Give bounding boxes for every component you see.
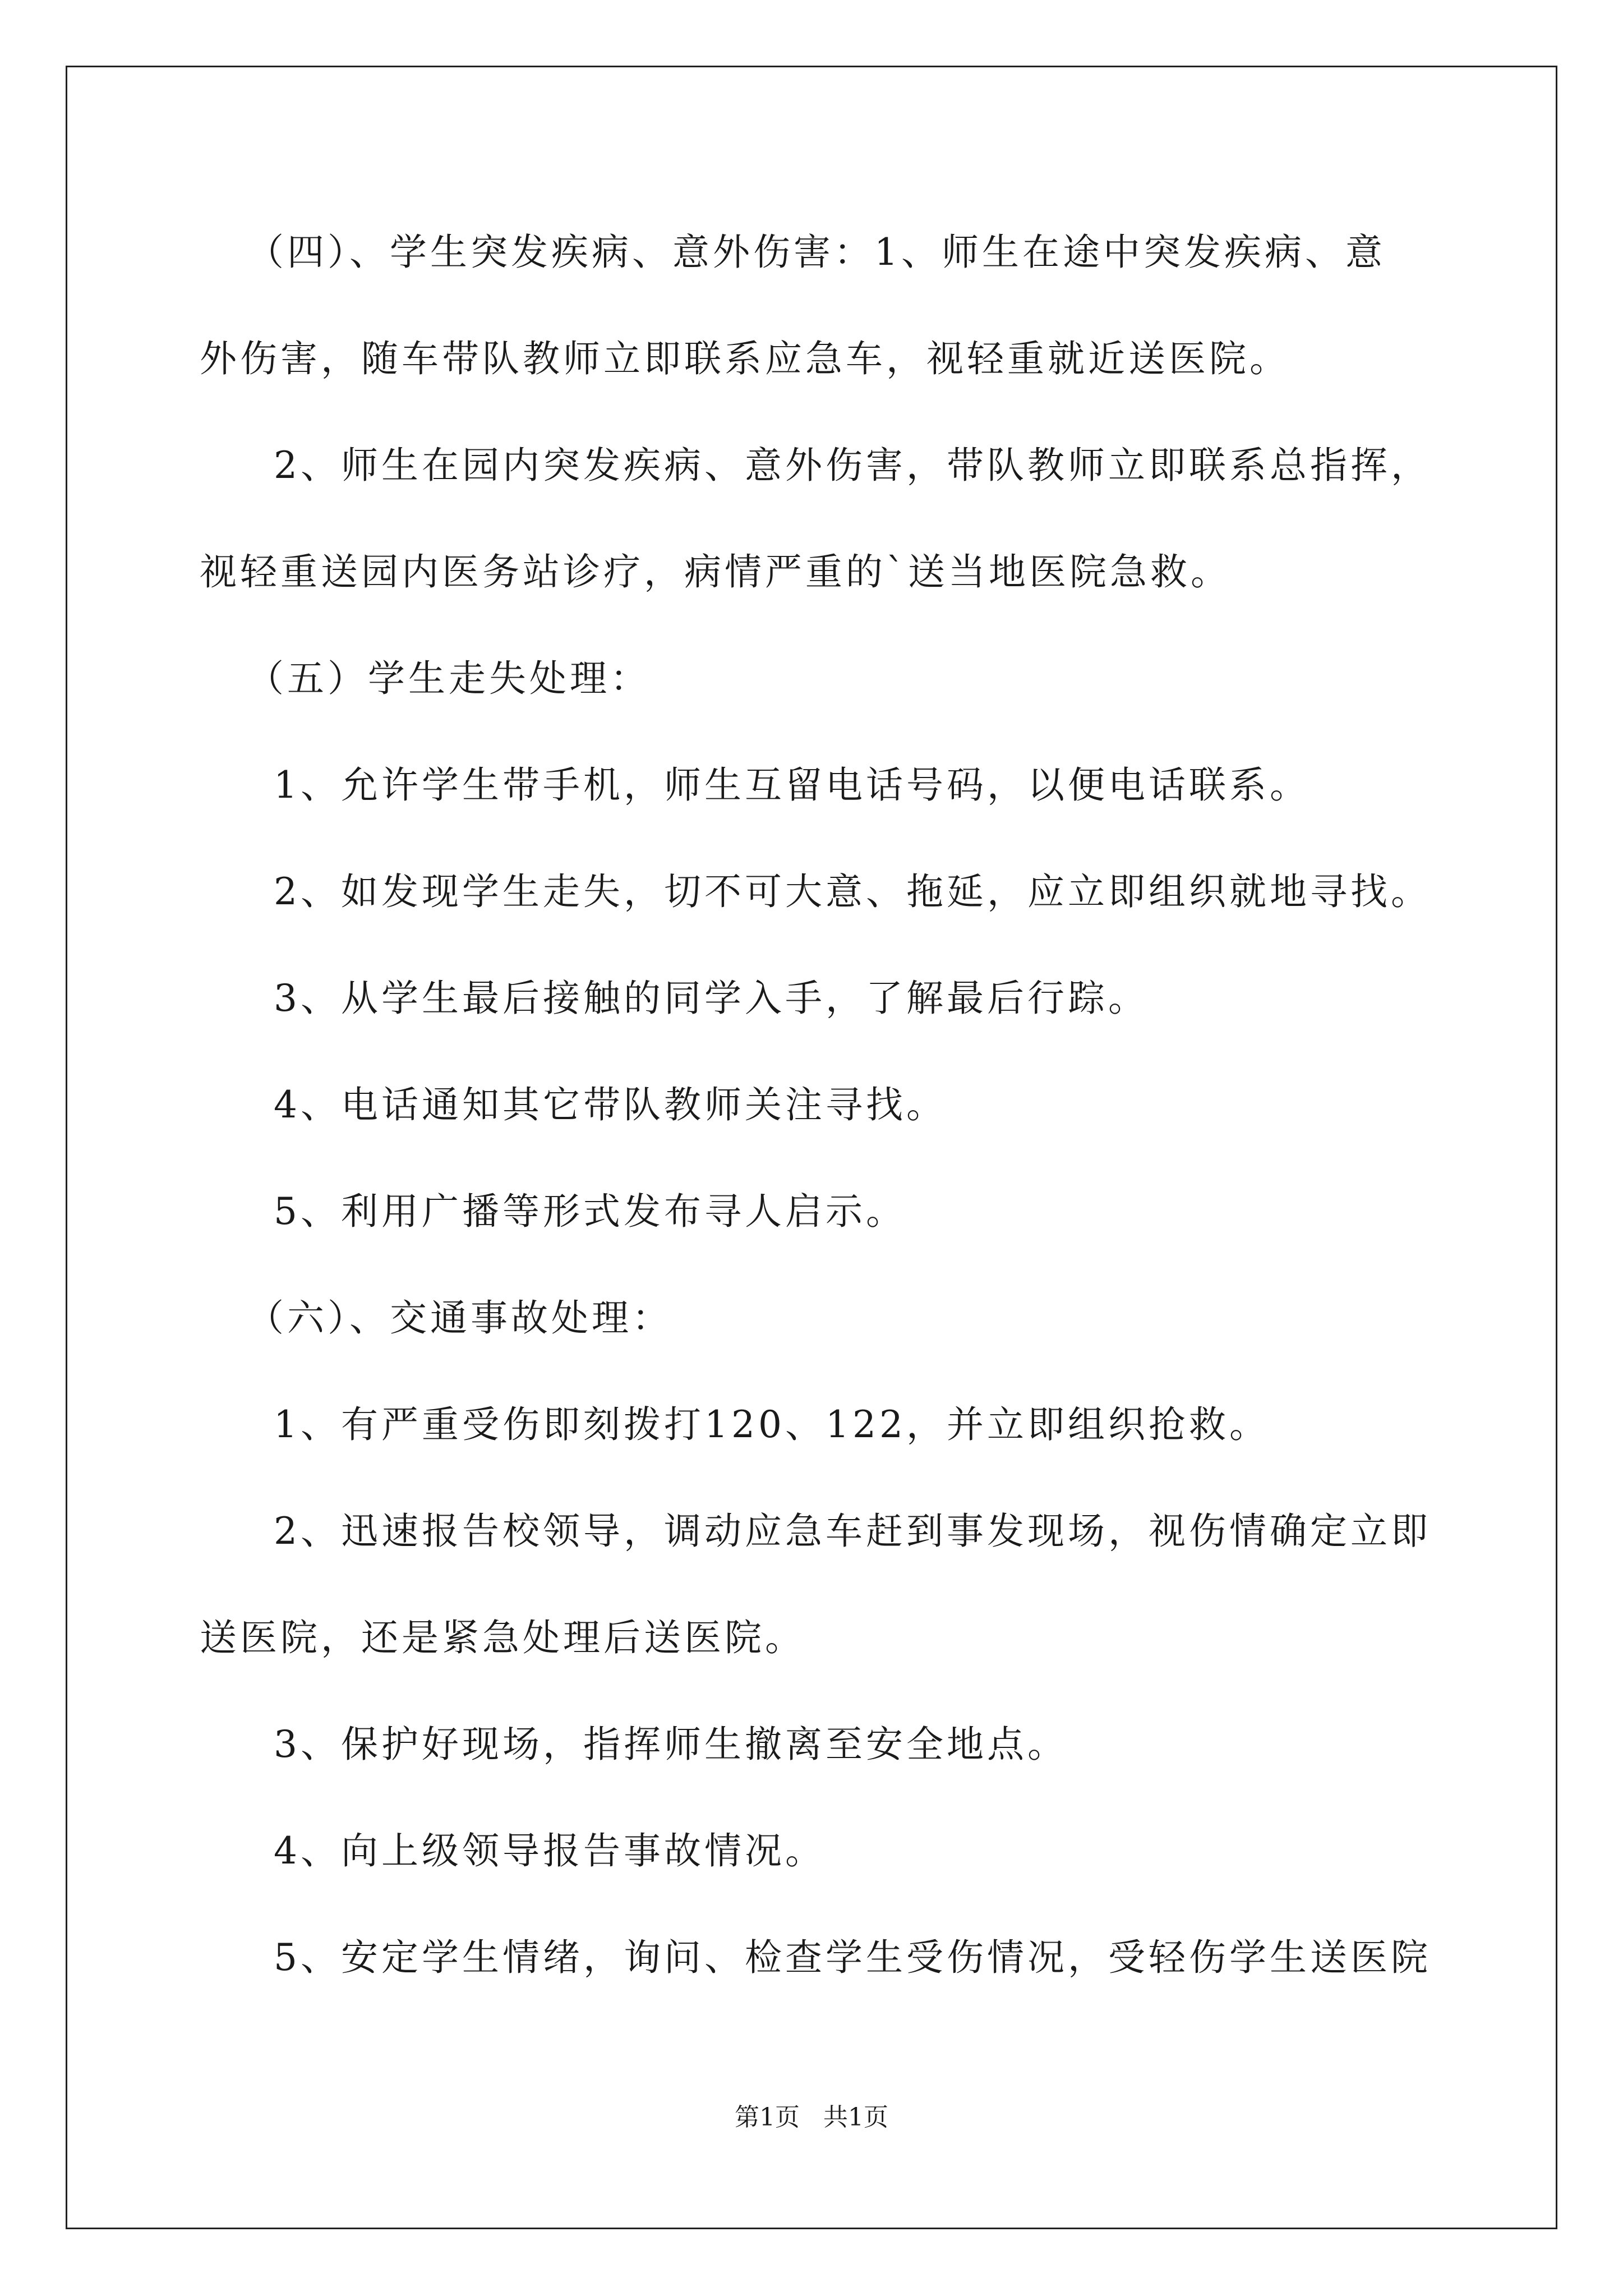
text-line-17: 5、安定学生情绪，询问、检查学生受伤情况，受轻伤学生送医院	[274, 1936, 1431, 1979]
text-line-13: 2、迅速报告校领导，调动应急车赶到事发现场，视伤情确定立即	[274, 1510, 1431, 1553]
text-line-16: 4、向上级领导报告事故情况。	[274, 1829, 826, 1872]
text-line-14: 送医院，还是紧急处理后送医院。	[200, 1616, 805, 1659]
text-line-3: 2、师生在园内突发疾病、意外伤害，带队教师立即联系总指挥，	[274, 444, 1431, 487]
text-line-2: 外伤害，随车带队教师立即联系应急车，视轻重就近送医院。	[200, 337, 1290, 380]
text-line-4: 视轻重送园内医务站诊疗，病情严重的`送当地医院急救。	[200, 550, 1231, 593]
page-border	[66, 66, 1557, 2229]
page-footer: 第1页 共1页	[735, 2103, 888, 2132]
text-line-6: 1、允许学生带手机，师生互留电话号码，以便电话联系。	[274, 763, 1310, 807]
text-line-10: 5、利用广播等形式发布寻人启示。	[274, 1190, 906, 1233]
text-line-1: （四）、学生突发疾病、意外伤害：1、师生在途中突发疾病、意	[247, 231, 1386, 274]
section-heading-5: （五）学生走失处理：	[247, 657, 651, 700]
text-line-7: 2、如发现学生走失，切不可大意、拖延，应立即组织就地寻找。	[274, 870, 1431, 913]
section-heading-6: （六）、交通事故处理：	[247, 1296, 672, 1340]
text-line-12: 1、有严重受伤即刻拨打120、122，并立即组织抢救。	[274, 1403, 1270, 1446]
text-line-15: 3、保护好现场，指挥师生撤离至安全地点。	[274, 1723, 1068, 1766]
text-line-8: 3、从学生最后接触的同学入手，了解最后行踪。	[274, 977, 1149, 1020]
text-line-9: 4、电话通知其它带队教师关注寻找。	[274, 1083, 947, 1126]
